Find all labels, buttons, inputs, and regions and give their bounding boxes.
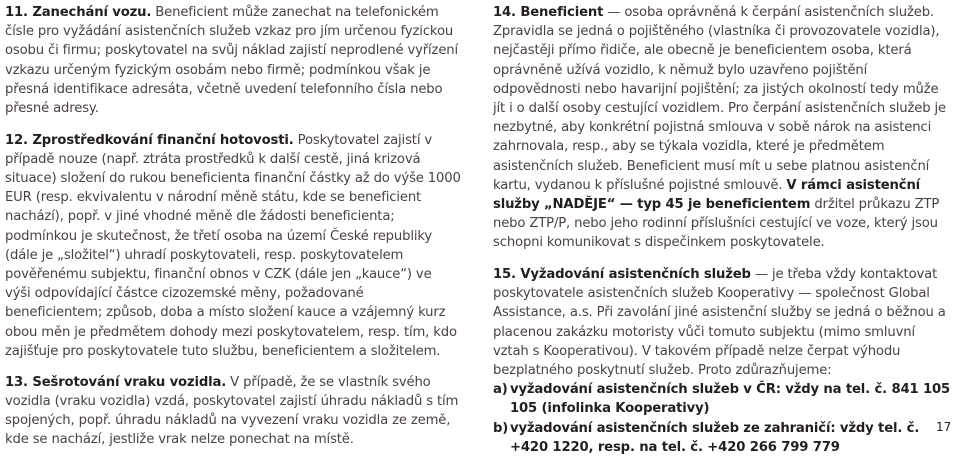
section-13 <box>5 373 461 450</box>
right-column <box>493 3 951 469</box>
left-column <box>5 3 461 462</box>
section-12-heading: 12. Zprostředkování finanční hotovosti. <box>5 132 294 148</box>
section-15-text: — je třeba vždy kontaktovat poskytovatele asistenčních služeb Kooperativy — společnost Global Assistance, a.s. Při zavolání jiné asistenční služby se jedná o běžnou a placenou zakázku motoristy vůči tomuto subjektu (mimo smluvní vztah s Kooperativou). V takovém případě nelze čerpat výhodu bezplatného poskytnutí služeb. Proto zdůrazňujeme: <box>493 266 946 378</box>
section-12 <box>5 131 461 361</box>
contact-list-item <box>493 419 951 457</box>
list-item-text: vyžadování asistenčních služeb v ČR: vždy na tel. č. 841 105 105 (infolinka Kooperativy) <box>510 382 951 417</box>
section-11-heading: 11. Zanechání vozu. <box>5 5 152 20</box>
section-15 <box>493 265 951 457</box>
contact-list <box>493 380 951 457</box>
contact-list-item <box>493 380 951 418</box>
section-14-heading: 14. Beneficient <box>493 5 604 20</box>
list-item-text: vyžadování asistenčních služeb ze zahraničí: vždy tel. č. +420 1220, resp. na tel. č. +420 266 799 779 <box>510 420 920 455</box>
page-number: 17 <box>936 420 952 434</box>
section-15-heading: 15. Vyžadování asistenčních služeb <box>493 266 751 282</box>
section-14 <box>493 3 951 253</box>
nadeje-text: držitel průkazu ZTP nebo ZTP/P, nebo jeho rodinní příslušníci cestující ve voze, který jsou schopni komunikovat s dispečinkem poskytovatele. <box>493 197 940 251</box>
section-11 <box>5 3 461 118</box>
list-item-label: b) <box>493 420 509 436</box>
section-12-text: Poskytovatel zajistí v případě nouze (např. ztráta prostředků k další cestě, jiná krizová situace) složení do rukou beneficienta finanční částky až do výše 1000 EUR (resp. ekvivalentu v národní měně státu, kde se beneficient nachází), popř. v jiné vhodné měně dle žádosti beneficienta; podmínkou je skutečnost, že třetí osoba na území České republiky (dále je „složitel“) uhradí poskytovateli, resp. poskytovatelem pověřenému subjektu, finanční obnos v CZK (dále jen „kauce“) ve výši odpovídající částce cizozemské měny, požadované beneficientem; způsob, doba a místo složení kauce a vzájemný kurz obou měn je předmětem dohody mezi poskytovatelem, resp. tím, kdo zajišťuje pro poskytovatele tuto službu, beneficientem a složitelem. <box>5 132 461 359</box>
section-13-text: V případě, že se vlastník svého vozidla (vraku vozidla) vzdá, poskytovatel zajistí úhradu nákladů s tím spojených, popř. úhradu nákladů na vyvezení vraku vozidla ze země, kde se nachází, jestliže vrak nelze ponechat na místě. <box>5 374 459 448</box>
nadeje-emphasis: V rámci asistenční služby „NADĚJE“ — typ 45 je beneficientem <box>493 177 921 213</box>
section-13-heading: 13. Sešrotování vraku vozidla. <box>5 374 227 390</box>
section-14-text: — osoba oprávněná k čerpání asistenčních služeb. Zpravidla se jedná o pojištěného (vlastníka či provozovatele vozidla), nejčastěji přímo řidiče, ale obecně je beneficientem osoba, která oprávněně užívá vozidlo, k němuž bylo uzavřeno pojištění odpovědnosti nebo havarijní pojištění; za jistých okolností tedy může jít i o další osoby cestující vozidlem. Pro čerpání asistenčních služeb je nezbytné, aby konkrétní pojistná smlouva v sobě nárok na asistenci zahrnovala, resp., aby se týkala vozidla, které je předmětem asistenčních služeb. Beneficient musí mít u sebe platnou asistenční kartu, vydanou k příslušné pojistné smlouvě. <box>493 5 946 193</box>
section-11-text: Beneficient může zanechat na telefonickém čísle pro vyžádání asistenčních služeb vzkaz pro jím určenou fyzickou osobu či firmu; poskytovatel na svůj náklad zajistí neprodlené vyřízení vzkazu určeným fyzickým osobám nebo firmě; podmínkou však je přesná identifikace adresáta, včetně uvedení telefonního čísla nebo přesné adresy. <box>5 5 459 117</box>
list-item-label: a) <box>493 382 508 398</box>
